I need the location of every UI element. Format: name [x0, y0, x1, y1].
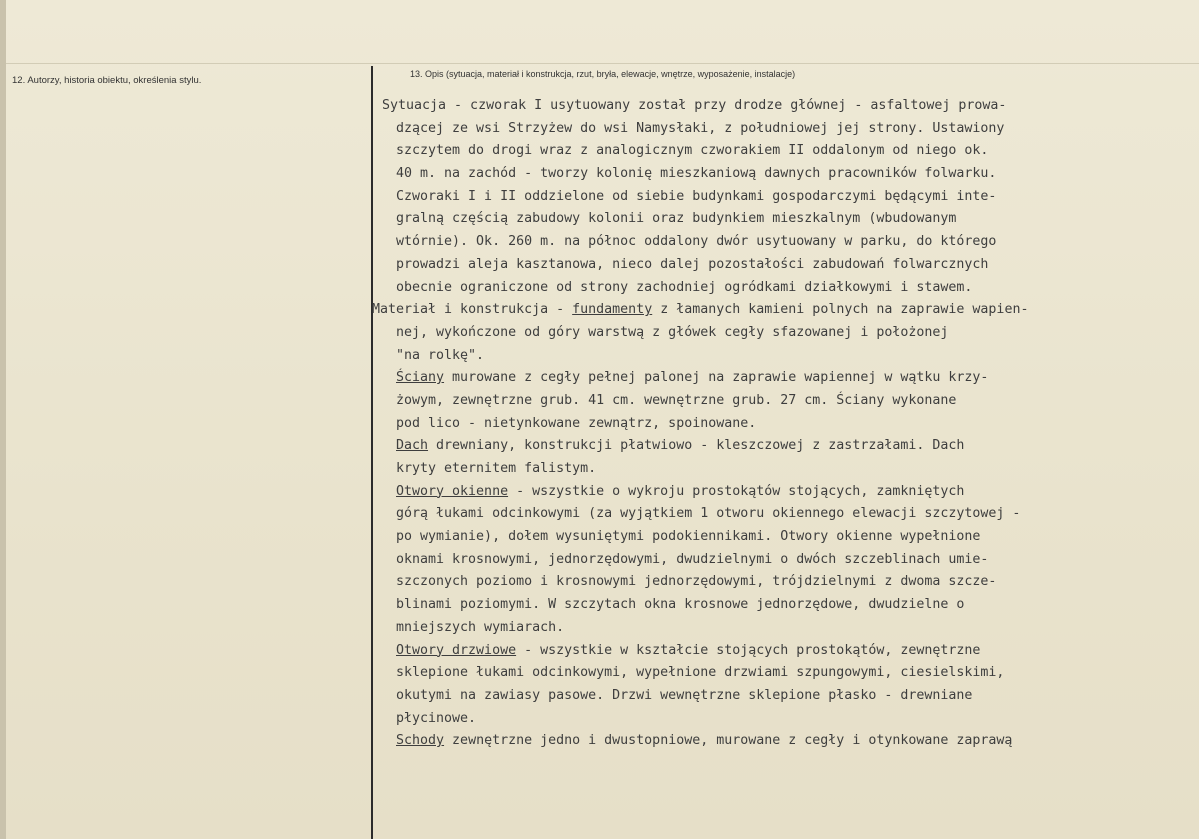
text-segment: wtórnie). Ok. 260 m. na północ oddalony dwór usytuowany w parku, do którego — [396, 234, 997, 250]
text-line — [372, 503, 1194, 526]
text-line — [372, 549, 1194, 572]
text-segment: drewniany, konstrukcji płatwiowo - kleszczowej z zastrzałami. Dach — [428, 438, 965, 454]
underlined-heading: Dach — [396, 438, 429, 454]
text-line — [372, 163, 1194, 186]
text-line — [372, 413, 1194, 436]
text-line — [372, 345, 1194, 368]
text-segment: mniejszych wymiarach. — [396, 619, 565, 635]
text-line — [372, 662, 1194, 685]
text-line — [372, 277, 1194, 300]
text-segment: po wymianie), dołem wysuniętymi podokiennikami. Otwory okienne wypełnione — [396, 529, 981, 545]
text-line — [372, 708, 1194, 731]
text-line — [372, 617, 1194, 640]
description-text — [372, 95, 1194, 753]
text-segment: Sytuacja - czworak I usytuowany został przy drodze głównej - asfaltowej prowa- — [382, 98, 1007, 113]
text-line — [372, 118, 1194, 141]
text-segment: 40 m. na zachód - tworzy kolonię mieszkaniową dawnych pracowników folwarku. — [396, 166, 997, 182]
text-line — [372, 367, 1194, 390]
underlined-heading: fundamenty — [572, 302, 653, 318]
text-segment: nej, wykończone od góry warstwą z główek cegły sfazowanej i położonej — [396, 324, 949, 340]
text-line — [372, 208, 1194, 231]
text-segment: prowadzi aleja kasztanowa, nieco dalej pozostałości zabudowań folwarcznych — [396, 256, 989, 272]
text-line — [372, 390, 1194, 413]
text-line — [372, 594, 1194, 617]
text-segment: - wszystkie w kształcie stojących prostokątów, zewnętrzne — [516, 642, 981, 658]
text-segment: blinami poziomymi. W szczytach okna krosnowe jednorzędowe, dwudzielne o — [396, 597, 965, 613]
text-segment: szczonych poziomo i krosnowymi jednorzędowymi, trójdzielnymi z dwoma szcze- — [396, 574, 997, 590]
text-segment: pod lico - nietynkowane zewnątrz, spoinowane. — [396, 415, 757, 431]
underlined-heading: Otwory okienne — [396, 483, 509, 499]
text-segment: Materiał i konstrukcja - — [372, 302, 573, 318]
text-line — [372, 481, 1194, 504]
text-line — [372, 571, 1194, 594]
text-segment: obecnie ograniczone od strony zachodniej ogródkami działkowymi i stawem. — [396, 279, 973, 295]
text-segment: płycinowe. — [396, 710, 477, 726]
text-line — [372, 640, 1194, 663]
text-line — [372, 730, 1194, 753]
text-line — [372, 435, 1194, 458]
text-segment: gralną częścią zabudowy kolonii oraz budynkiem mieszkalnym (wbudowanym — [396, 211, 957, 227]
text-line — [372, 231, 1194, 254]
header-rule — [6, 63, 1199, 64]
sheet-left-edge — [0, 0, 6, 839]
text-line — [372, 322, 1194, 345]
text-line — [372, 299, 1194, 322]
field-12-label: 12. Autorzy, historia obiektu, określenia stylu. — [12, 75, 202, 86]
text-segment: żowym, zewnętrzne grub. 41 cm. wewnętrzne grub. 27 cm. Ściany wykonane — [396, 392, 957, 408]
text-segment: - wszystkie o wykroju prostokątów stojących, zamkniętych — [508, 483, 965, 499]
field-13-label: 13. Opis (sytuacja, materiał i konstrukcja, rzut, bryła, elewacje, wnętrze, wyposażenie, instalacje) — [410, 69, 796, 79]
text-line — [372, 526, 1194, 549]
underlined-heading: Otwory drzwiowe — [396, 642, 517, 658]
text-line — [372, 140, 1194, 163]
text-segment: kryty eternitem falistym. — [396, 461, 597, 476]
text-segment: dzącej ze wsi Strzyżew do wsi Namysłaki, z południowej jej strony. Ustawiony — [396, 120, 1005, 136]
text-line — [372, 685, 1194, 708]
text-segment: górą łukami odcinkowymi (za wyjątkiem 1 otworu okiennego elewacji szczytowej - — [396, 506, 1021, 522]
text-line — [372, 458, 1194, 481]
text-segment: Czworaki I i II oddzielone od siebie budynkami gospodarczymi będącymi inte- — [396, 188, 997, 204]
text-segment: "na rolkę". — [396, 347, 485, 363]
underlined-heading: Schody — [396, 733, 445, 749]
underlined-heading: Ściany — [396, 370, 445, 386]
text-segment: zewnętrzne jedno i dwustopniowe, murowane z cegły i otynkowane zaprawą — [444, 733, 1013, 749]
text-segment: okutymi na zawiasy pasowe. Drzwi wewnętrzne sklepione płasko - drewniane — [396, 687, 973, 703]
text-segment: szczytem do drogi wraz z analogicznym czworakiem II oddalonym od niego ok. — [396, 143, 989, 159]
text-segment: murowane z cegły pełnej palonej na zaprawie wapiennej w wątku krzy- — [444, 370, 989, 386]
text-segment: z łamanych kamieni polnych na zaprawie wapien- — [652, 302, 1029, 318]
text-line — [372, 95, 1194, 118]
text-line — [372, 186, 1194, 209]
text-line — [372, 254, 1194, 277]
text-segment: oknami krosnowymi, jednorzędowymi, dwudzielnymi o dwóch szczeblinach umie- — [396, 551, 989, 567]
text-segment: sklepione łukami odcinkowymi, wypełnione drzwiami szpungowymi, ciesielskimi, — [396, 665, 1005, 681]
